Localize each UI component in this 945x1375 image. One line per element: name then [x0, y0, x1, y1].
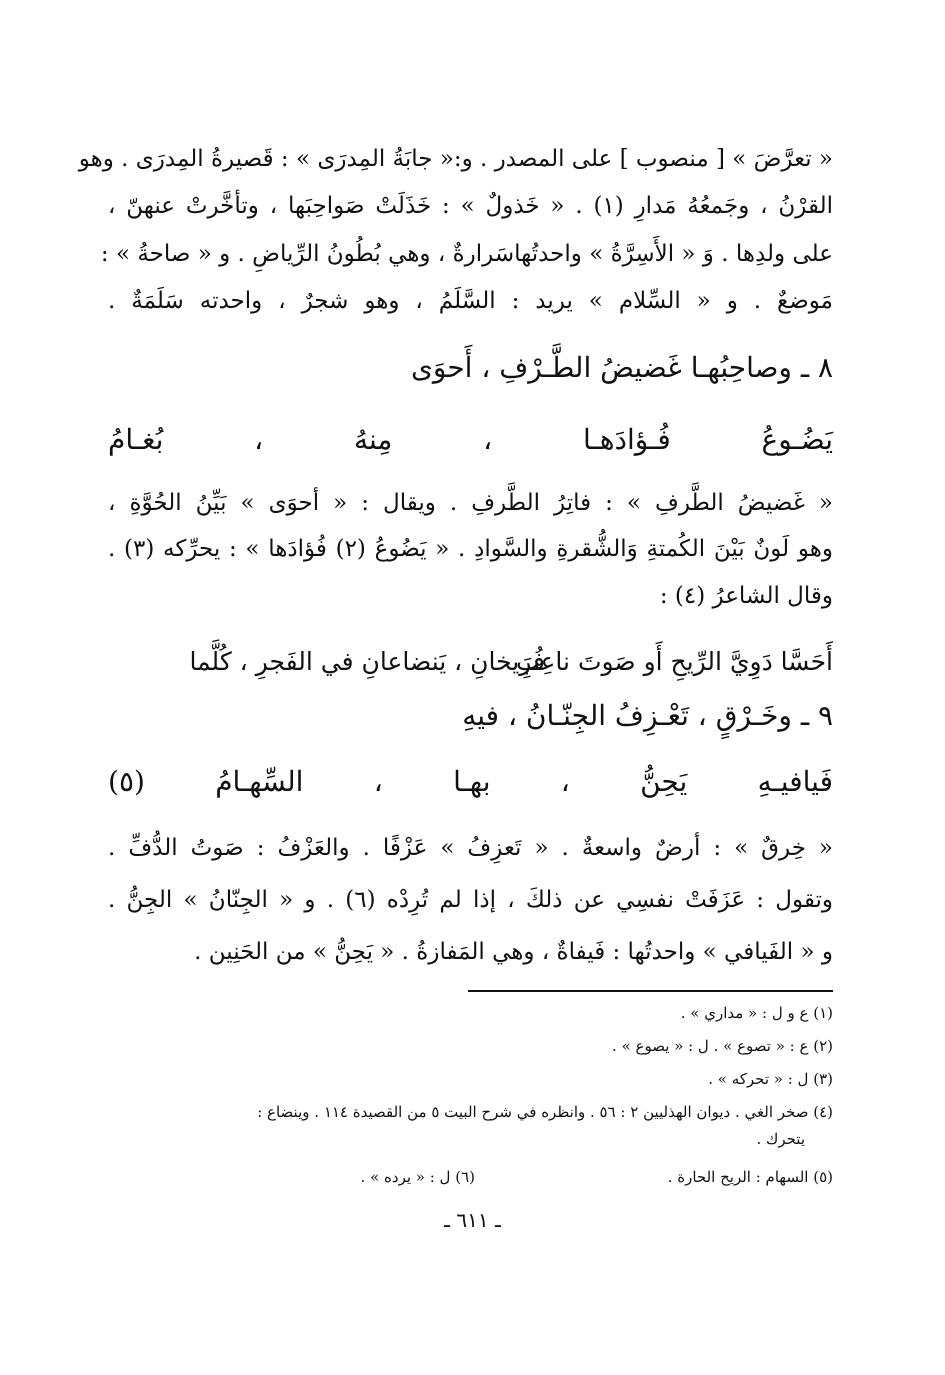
page-number: ـ ٦١١ ـ: [444, 1208, 501, 1232]
commentary-line-1: « تعرَّضَ » [ منصوب ] على المصدر . و:« جابَةُ المِدرَى » : قَصيرةُ المِدرَى . وهو: [78, 146, 833, 172]
commentary-line-7: وقال الشاعرُ (٤) :: [659, 583, 833, 609]
footnote-5: (٥) السهام : الريح الحارة .: [667, 1168, 833, 1186]
footnote-4-line-2: يتحرك .: [756, 1130, 805, 1148]
footnote-6: (٦) ل : « يرده » .: [360, 1168, 475, 1186]
commentary-line-10: و « الفَيافي » واحدتُها : فَيفاةٌ ، وهي المَفازةُ . « يَحِنُّ » من الحَنِين .: [194, 939, 833, 965]
footnote-separator: [468, 990, 833, 992]
commentary-line-8: « خِرقٌ » : أرضٌ واسعةٌ . « تَعزِفُ » عَزْفًا . والعَزْفُ : صَوتُ الدُّفِّ .: [108, 835, 833, 861]
footnote-1: (١) ع و ل : « مداري » .: [680, 1004, 833, 1022]
verse-9-second-hemistich: فَيافيـهِ يَحِنُّ ، بهـا ، السِّهـامُ (٥): [108, 765, 833, 798]
footnote-4-line-1: (٤) صخر الغي . ديوان الهذليين ٢ : ٥٦ . وانظره في شرح البيت ٥ من القصيدة ١١٤ . وينضاع :: [257, 1103, 833, 1121]
footnote-3: (٣) ل : « تحركه » .: [708, 1070, 833, 1088]
verse-8-first-hemistich: ٨ ـ وصاحِبُهـا غَضيضُ الطَّـرْفِ ، أَحوَى: [410, 351, 833, 384]
commentary-line-3: على ولدِها . وَ « الأَسِرَّةُ » واحدتُهاسَرارةٌ ، وهي بُطُونُ الرِّياضِ . و « صاحةُ » :: [100, 241, 833, 267]
verse-8-second-hemistich: يَضُـوعُ فُـؤادَهـا ، مِنهُ ، بُغـامُ: [108, 423, 833, 456]
footnote-2: (٢) ع : « تصوع » . ل : « يصوع » .: [612, 1037, 833, 1055]
commentary-line-4: مَوضعٌ . و « السِّلام » يريد : السَّلَمُ ، وهو شجرٌ ، واحدته سَلَمَةٌ .: [108, 288, 833, 314]
commentary-line-5: « غَضيضُ الطَّرفِ » : فاتِرُ الطَّرفِ . ويقال : « أحوَى » بَيِّنُ الحُوَّةِ ،: [108, 490, 833, 516]
commentary-line-6: وهو لَونٌ بَيْنَ الكُمتةِ وَالشُّقرةِ والسَّوادِ . « يَضُوعُ (٢) فُؤادَها » : يحرِّكه (٣) .: [108, 536, 833, 562]
quoted-verse-second-hemistich: أَحَسَّا دَوِيَّ الرِّيحِ أَو صَوتَ ناعِبِ: [515, 647, 833, 676]
verse-9-first-hemistich: ٩ ـ وخَـرْقٍ ، تَعْـزِفُ الجِنّـانُ ، فيهِ: [462, 699, 833, 732]
commentary-line-2: القرْنُ ، وجَمعُهُ مَدارِ (١) . « خَذولٌ » : خَذَلَتْ صَواحِبَها ، وتأخَّرتْ عنهنّ ،: [108, 193, 833, 219]
quoted-verse-first-hemistich: فُرَيخانِ ، يَنضاعانِ في الفَجرِ ، كُلَّما: [189, 647, 545, 676]
commentary-line-9: وتقول : عَزَفَتْ نفسِي عن ذلكَ ، إذا لم تُرِدْه (٦) . و « الجِنّانُ » الجِنُّ .: [108, 887, 834, 913]
